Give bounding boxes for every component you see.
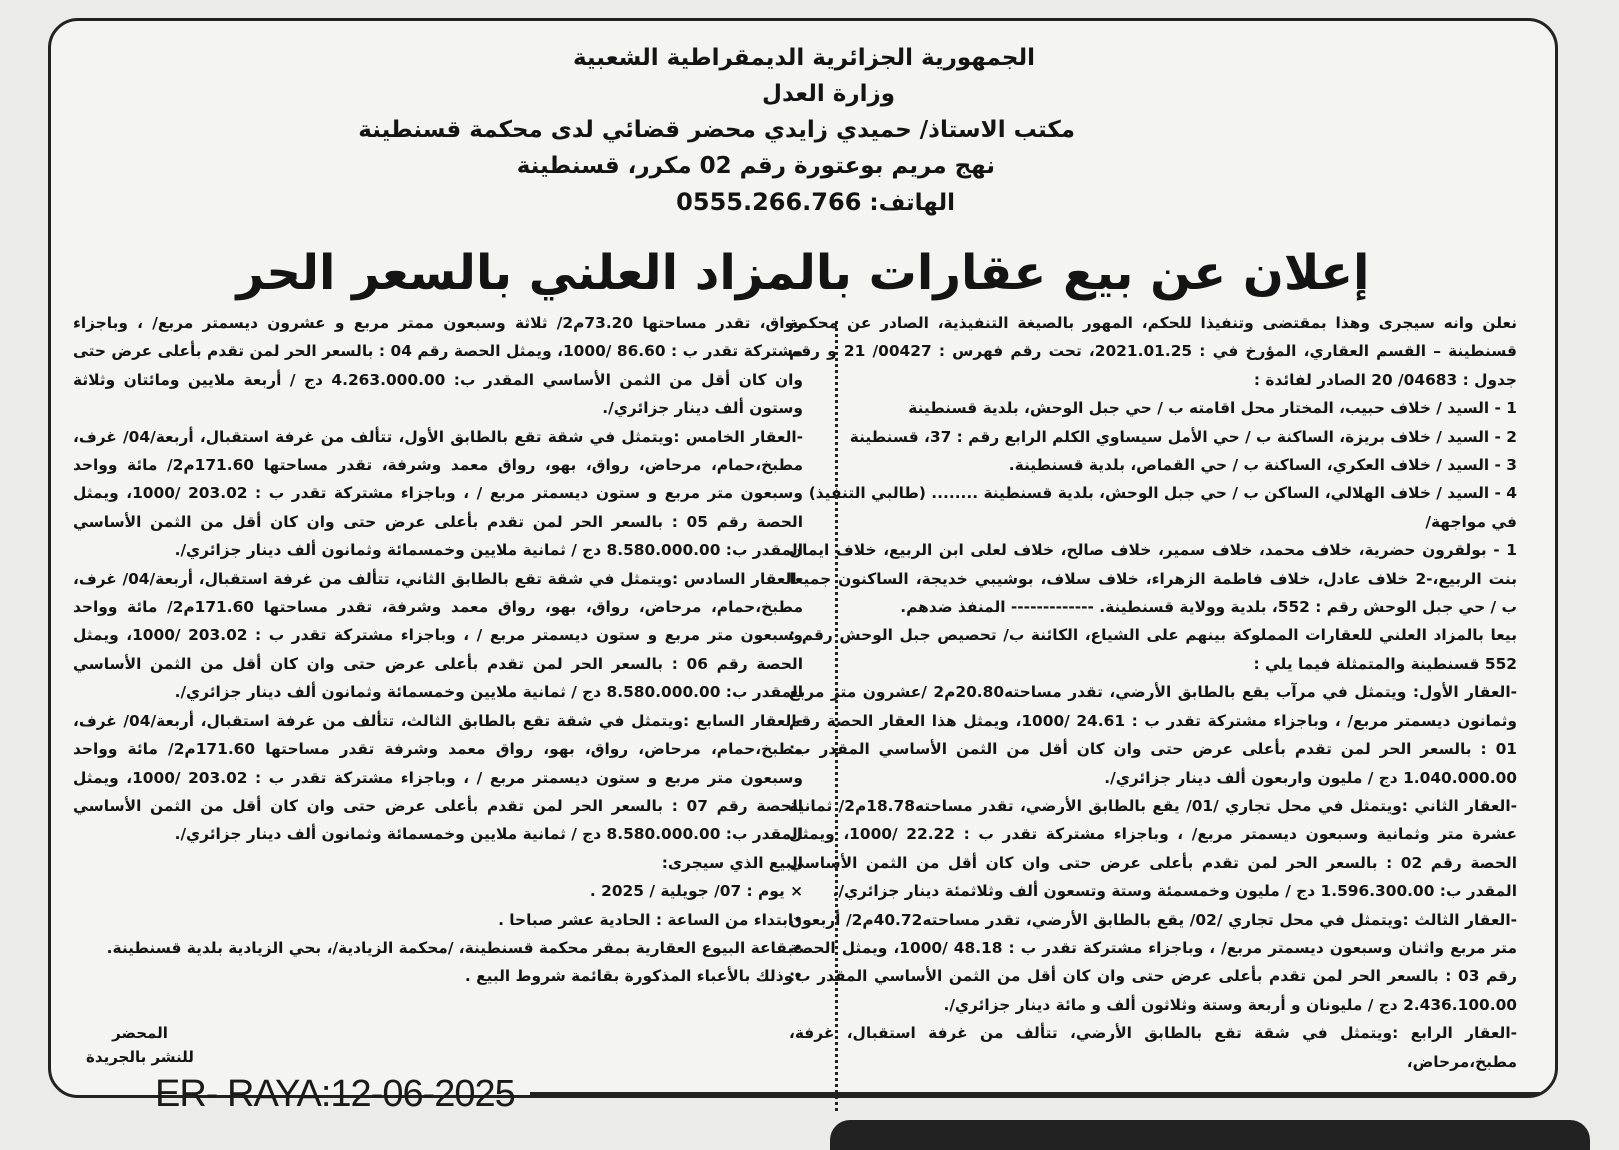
paragraph: 1 - السيد / خلاف حبيب، المختار محل اقامته ب / حي جبل الوحش، بلدية قسنطينة: [908, 399, 1517, 418]
footer-rule: [530, 1092, 1540, 1095]
paragraph: 3 - السيد / خلاف العكري، الساكنة ب / حي القماص، بلدية قسنطينة.: [1008, 456, 1517, 475]
paragraph: بيعا بالمزاد العلني للعقارات المملوكة بينهم على الشياع، الكائنة ب/ تحصيص جبل الوحش رقم : 552 قسنطينة والمتمثلة فيما يلي :: [789, 626, 1517, 673]
paragraph: •بقاعة البيوع العقارية بمقر محكمة قسنطينة، /محكمة الزيادية/، بحي الزيادية بلدية قسنطينة.: [106, 938, 803, 957]
announcement-title: إعلان عن بيع عقارات بالمزاد العلني بالسعر الحر: [236, 245, 1370, 301]
paragraph: -العقار الثالث :ويتمثل في محل تجاري /02/ يقع بالطابق الأرضي، تقدر مساحته40.72م2/ أربعون متر مربع واثنان وسبعون ديسمتر مربع/ ، وباجزاء مشتركة تقدر ب : 48.18 /1000، ويمثل الحصة رقم 03 : بالسعر الحر لمن تقدم بأعلى عرض حتى وان كان أقل من الثمن الأساسي المقدر ب: 2.436.100.00 دج / مليونان و أربعة وستة وثلاثون ألف و مائة دينار جزائري/.: [789, 910, 1517, 1014]
paragraph: -العقار السادس :ويتمثل في شقة تقع بالطابق الثاني، تتألف من غرفة استقبال، أربعة/04/ غرف، مطبخ،حمام، مرحاض، رواق، بهو، رواق معمد وشرفة، تقدر مساحتها 171.60م2/ مائة وواحد وسبعون متر مربع و ستون ديسمتر مربع / ، وباجزاء مشتركة تقدر ب : 203.02 /1000، ويمثل الحصة رقم 06 : بالسعر الحر لمن تقدم بأعلى عرض حتى وان كان أقل من الثمن الأساسي المقدر ب: 8.580.000.00 دج / ثمانية ملايين وخمسمائة وثمانون ألف دينار جزائري/.: [73, 569, 804, 702]
office-line: مكتب الاستاذ/ حميدي زايدي محضر قضائي لدى محكمة قسنطينة: [358, 117, 1075, 143]
phone-line: [676, 187, 955, 218]
signature-block: [75, 1021, 205, 1069]
paragraph: -العقار السابع :ويتمثل في شقة تقع بالطابق الثالث، تتألف من غرفة استقبال، أربعة/04/ غرف، مطبخ،حمام، مرحاض، رواق، بهو، رواق معمد وشرفة تقدر مساحتها 171.60م2/ مائة وواحد وسبعون متر مربع و ستون ديسمتر مربع / ، وباجزاء مشتركة تقدر ب : 203.02 /1000، ويمثل الحصة رقم 07 : بالسعر الحر لمن تقدم بأعلى عرض حتى وان كان أقل من الثمن الأساسي المقدر ب: 8.580.000.00 دج / ثمانية ملايين وخمسمائة وثمانون ألف دينار جزائري/.: [73, 711, 804, 844]
paragraph: •وذلك بالأعباء المذكورة بقائمة شروط البيع .: [464, 967, 803, 986]
paragraph: 4 - السيد / خلاف الهلالي، الساكن ب / حي جبل الوحش، بلدية قسنطينة ........ (طالبي التنفيذ): [808, 484, 1517, 503]
left-column: [73, 309, 803, 991]
address-line: نهج مريم بوعتورة رقم 02 مكرر، قسنطينة: [516, 153, 995, 179]
phone-number: 0555.266.766: [676, 188, 862, 216]
paragraph: -العقار الخامس :ويتمثل في شقة تقع بالطابق الأول، تتألف من غرفة استقبال، أربعة/04/ غرف، مطبخ،حمام، مرحاض، رواق، بهو، رواق معمد وشرفة، تقدر مساحتها 171.60م2/ مائة وواحد وسبعون متر مربع و ستون ديسمتر مربع / ، وباجزاء مشتركة تقدر ب : 203.02 /1000، ويمثل الحصة رقم 05 : بالسعر الحر لمن تقدم بأعلى عرض حتى وان كان أقل من الثمن الأساسي المقدر ب: 8.580.000.00 دج / ثمانية ملايين وخمسمائة وثمانون ألف دينار جزائري/.: [73, 427, 804, 560]
next-article-edge: [830, 1120, 1590, 1150]
paragraph: نعلن وانه سيجرى وهذا بمقتضى وتنفيذا للحكم، المهور بالصيغة التنفيذية، الصادر عن محكمة قسنطينة – القسم العقاري، المؤرخ في : 2021.01.25، تحت رقم فهرس : 00427/ 21 و رقم جدول : 04683/ 20 الصادر لفائدة :: [789, 314, 1517, 389]
newspaper-stamp: ER- RAYA:12-06-2025: [155, 1073, 515, 1115]
paragraph: البيع الذي سيجرى:: [661, 853, 803, 872]
paragraph: في مواجهة/: [1425, 512, 1517, 531]
phone-label: الهاتف:: [869, 190, 955, 216]
paragraph: رواق، تقدر مساحتها 73.20م2/ ثلاثة وسبعون ممتر مربع و عشرون ديسمتر مربع/ ، وباجزاء مشتركة تقدر ب : 86.60 /1000، ويمثل الحصة رقم 04 : بالسعر الحر لمن تقدم بأعلى عرض حتى وان كان أقل من الثمن الأساسي المقدر ب: 4.263.000.00 دج / أربعة ملايين ومائتان وثلاثة وستون ألف دينار جزائري/.: [73, 314, 803, 418]
column-divider: [835, 321, 838, 1111]
ministry-line: وزارة العدل: [762, 81, 895, 107]
signature-role: المحضر: [112, 1024, 168, 1042]
paragraph: •ابتداء من الساعة : الحادية عشر صباحا .: [498, 910, 803, 929]
paragraph: -العقار الرابع :ويتمثل في شقة تقع بالطابق الأرضي، تتألف من غرفة استقبال، غرفة، مطبخ،مرحاض،: [789, 1024, 1517, 1071]
right-column: [789, 309, 1517, 1076]
announcement-frame: [48, 18, 1558, 1098]
paragraph: -العقار الثاني :ويتمثل في محل تجاري /01/ يقع بالطابق الأرضي، تقدر مساحته18.78م2/ ثمانية عشرة متر وثمانية وسبعون ديسمتر مربع/ ، وباجزاء مشتركة تقدر ب : 22.22 /1000، ويمثل الحصة رقم 02 : بالسعر الحر لمن تقدم بأعلى عرض حتى وان كان أقل من الثمن الأساسي المقدر ب: 1.596.300.00 دج / مليون وخمسمئة وستة وتسعون ألف وثلاثمئة دينار جزائري/.: [789, 796, 1517, 901]
paragraph: -العقار الأول: ويتمثل في مرآب يقع بالطابق الأرضي، تقدر مساحته20.80م2 /عشرون متر مربع وثمانون ديسمتر مربع/ ، وباجزاء مشتركة تقدر ب : 24.61 /1000، ويمثل هذا العقار الحصة رقم 01 : بالسعر الحر لمن تقدم بأعلى عرض حتى وان كان أقل من الثمن الأساسي المقدر ب: 1.040.000.00 دج / مليون واربعون ألف دينار جزائري/.: [789, 683, 1518, 787]
paragraph: 1 - بولقرون حضرية، خلاف محمد، خلاف سمير، خلاف صالح، خلاف لعلى ابن الربيع، خلاف ايمان بنت الربيع،-2 خلاف عادل، خلاف فاطمة الزهراء، خلاف سلاف، بوشيبي خديجة، الساكنون جميعا ب / حي جبل الوحش رقم : 552، بلدية وولاية قسنطينة. ------------- المنفذ ضدهم.: [789, 541, 1517, 617]
paragraph: 2 - السيد / خلاف بريزة، الساكنة ب / حي الأمل سيساوي الكلم الرابع رقم : 37، قسنطينة: [849, 427, 1517, 446]
paragraph: × يوم : 07/ جويلية / 2025 .: [589, 882, 803, 901]
signature-note: للنشر بالجريدة: [86, 1048, 194, 1066]
republic-line: الجمهورية الجزائرية الديمقراطية الشعبية: [572, 45, 1035, 71]
